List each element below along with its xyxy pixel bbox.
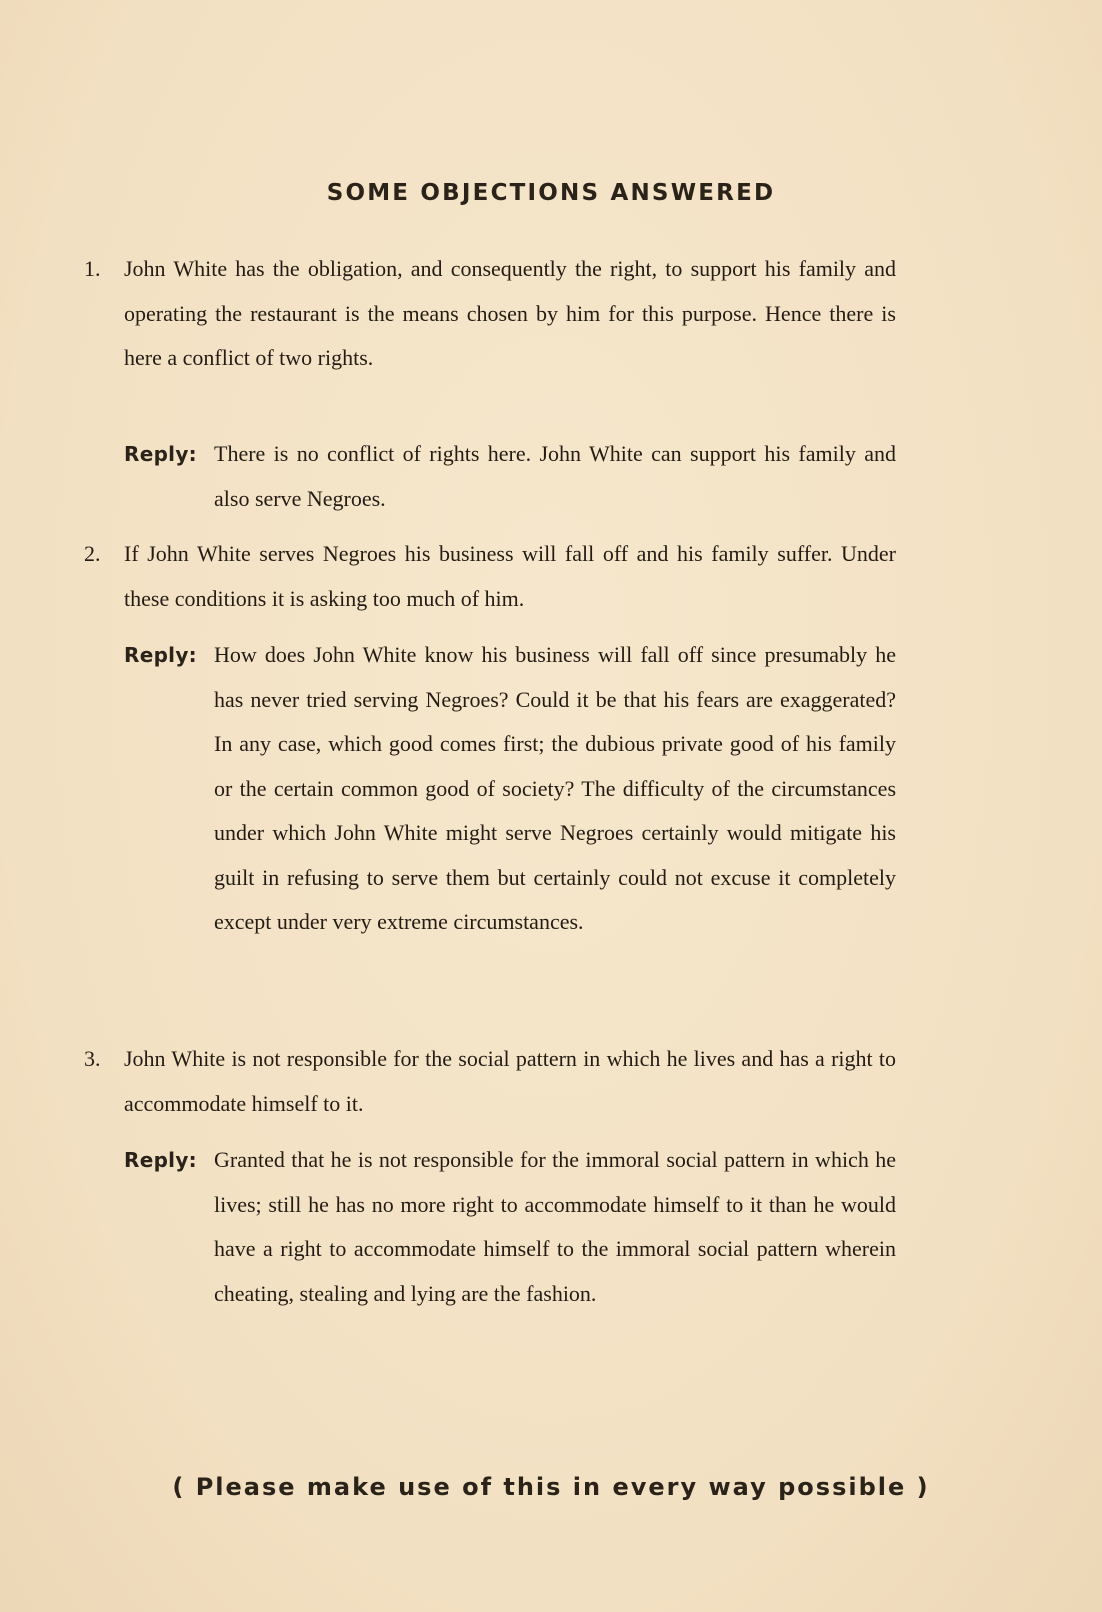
reply-text: Granted that he is not responsible for the immoral social pattern in which he lives; still he has no more right to accommodate himself to it than he would have a right to accommodate himself to the immoral social pattern wherein cheating, stealing and lying are the fashion. bbox=[214, 1147, 896, 1306]
reply-text: How does John White know his business will fall off since presumably he has never tried serving Negroes? Could it be that his fears are exaggerated? In any case, which good comes first; the dubious private good of his family or the certain common good of society? The difficulty of the circumstances under which John White might serve Negroes certainly would mitigate his guilt in refusing to serve them but certainly could not excuse it completely except under very extreme circumstances. bbox=[214, 642, 896, 934]
reply-label: Reply: bbox=[124, 643, 197, 667]
objection-2 bbox=[84, 532, 896, 621]
reply-label: Reply: bbox=[124, 442, 197, 466]
reply-3 bbox=[124, 1138, 896, 1316]
objection-text: John White is not responsible for the social pattern in which he lives and has a right to accommodate himself to it. bbox=[124, 1046, 896, 1116]
reply-1 bbox=[124, 432, 896, 521]
page-title: SOME OBJECTIONS ANSWERED bbox=[326, 180, 776, 206]
objection-text: John White has the obligation, and consequently the right, to support his family and operating the restaurant is the means chosen by him for this purpose. Hence there is here a conflict of two rights. bbox=[124, 256, 896, 370]
objection-number: 3. bbox=[84, 1046, 101, 1071]
objection-number: 1. bbox=[84, 256, 101, 281]
objection-3 bbox=[84, 1037, 896, 1126]
objection-1 bbox=[84, 247, 896, 381]
reply-text: There is no conflict of rights here. John White can support his family and also serve Negroes. bbox=[214, 441, 896, 511]
reply-2 bbox=[124, 633, 896, 945]
bleed-through-reverse-text bbox=[380, 80, 860, 260]
reply-label: Reply: bbox=[124, 1148, 197, 1172]
footer-note: ( Please make use of this in every way possible ) bbox=[172, 1473, 930, 1501]
objection-number: 2. bbox=[84, 541, 101, 566]
objection-text: If John White serves Negroes his business will fall off and his family suffer. Under these conditions it is asking too much of him. bbox=[124, 541, 896, 611]
